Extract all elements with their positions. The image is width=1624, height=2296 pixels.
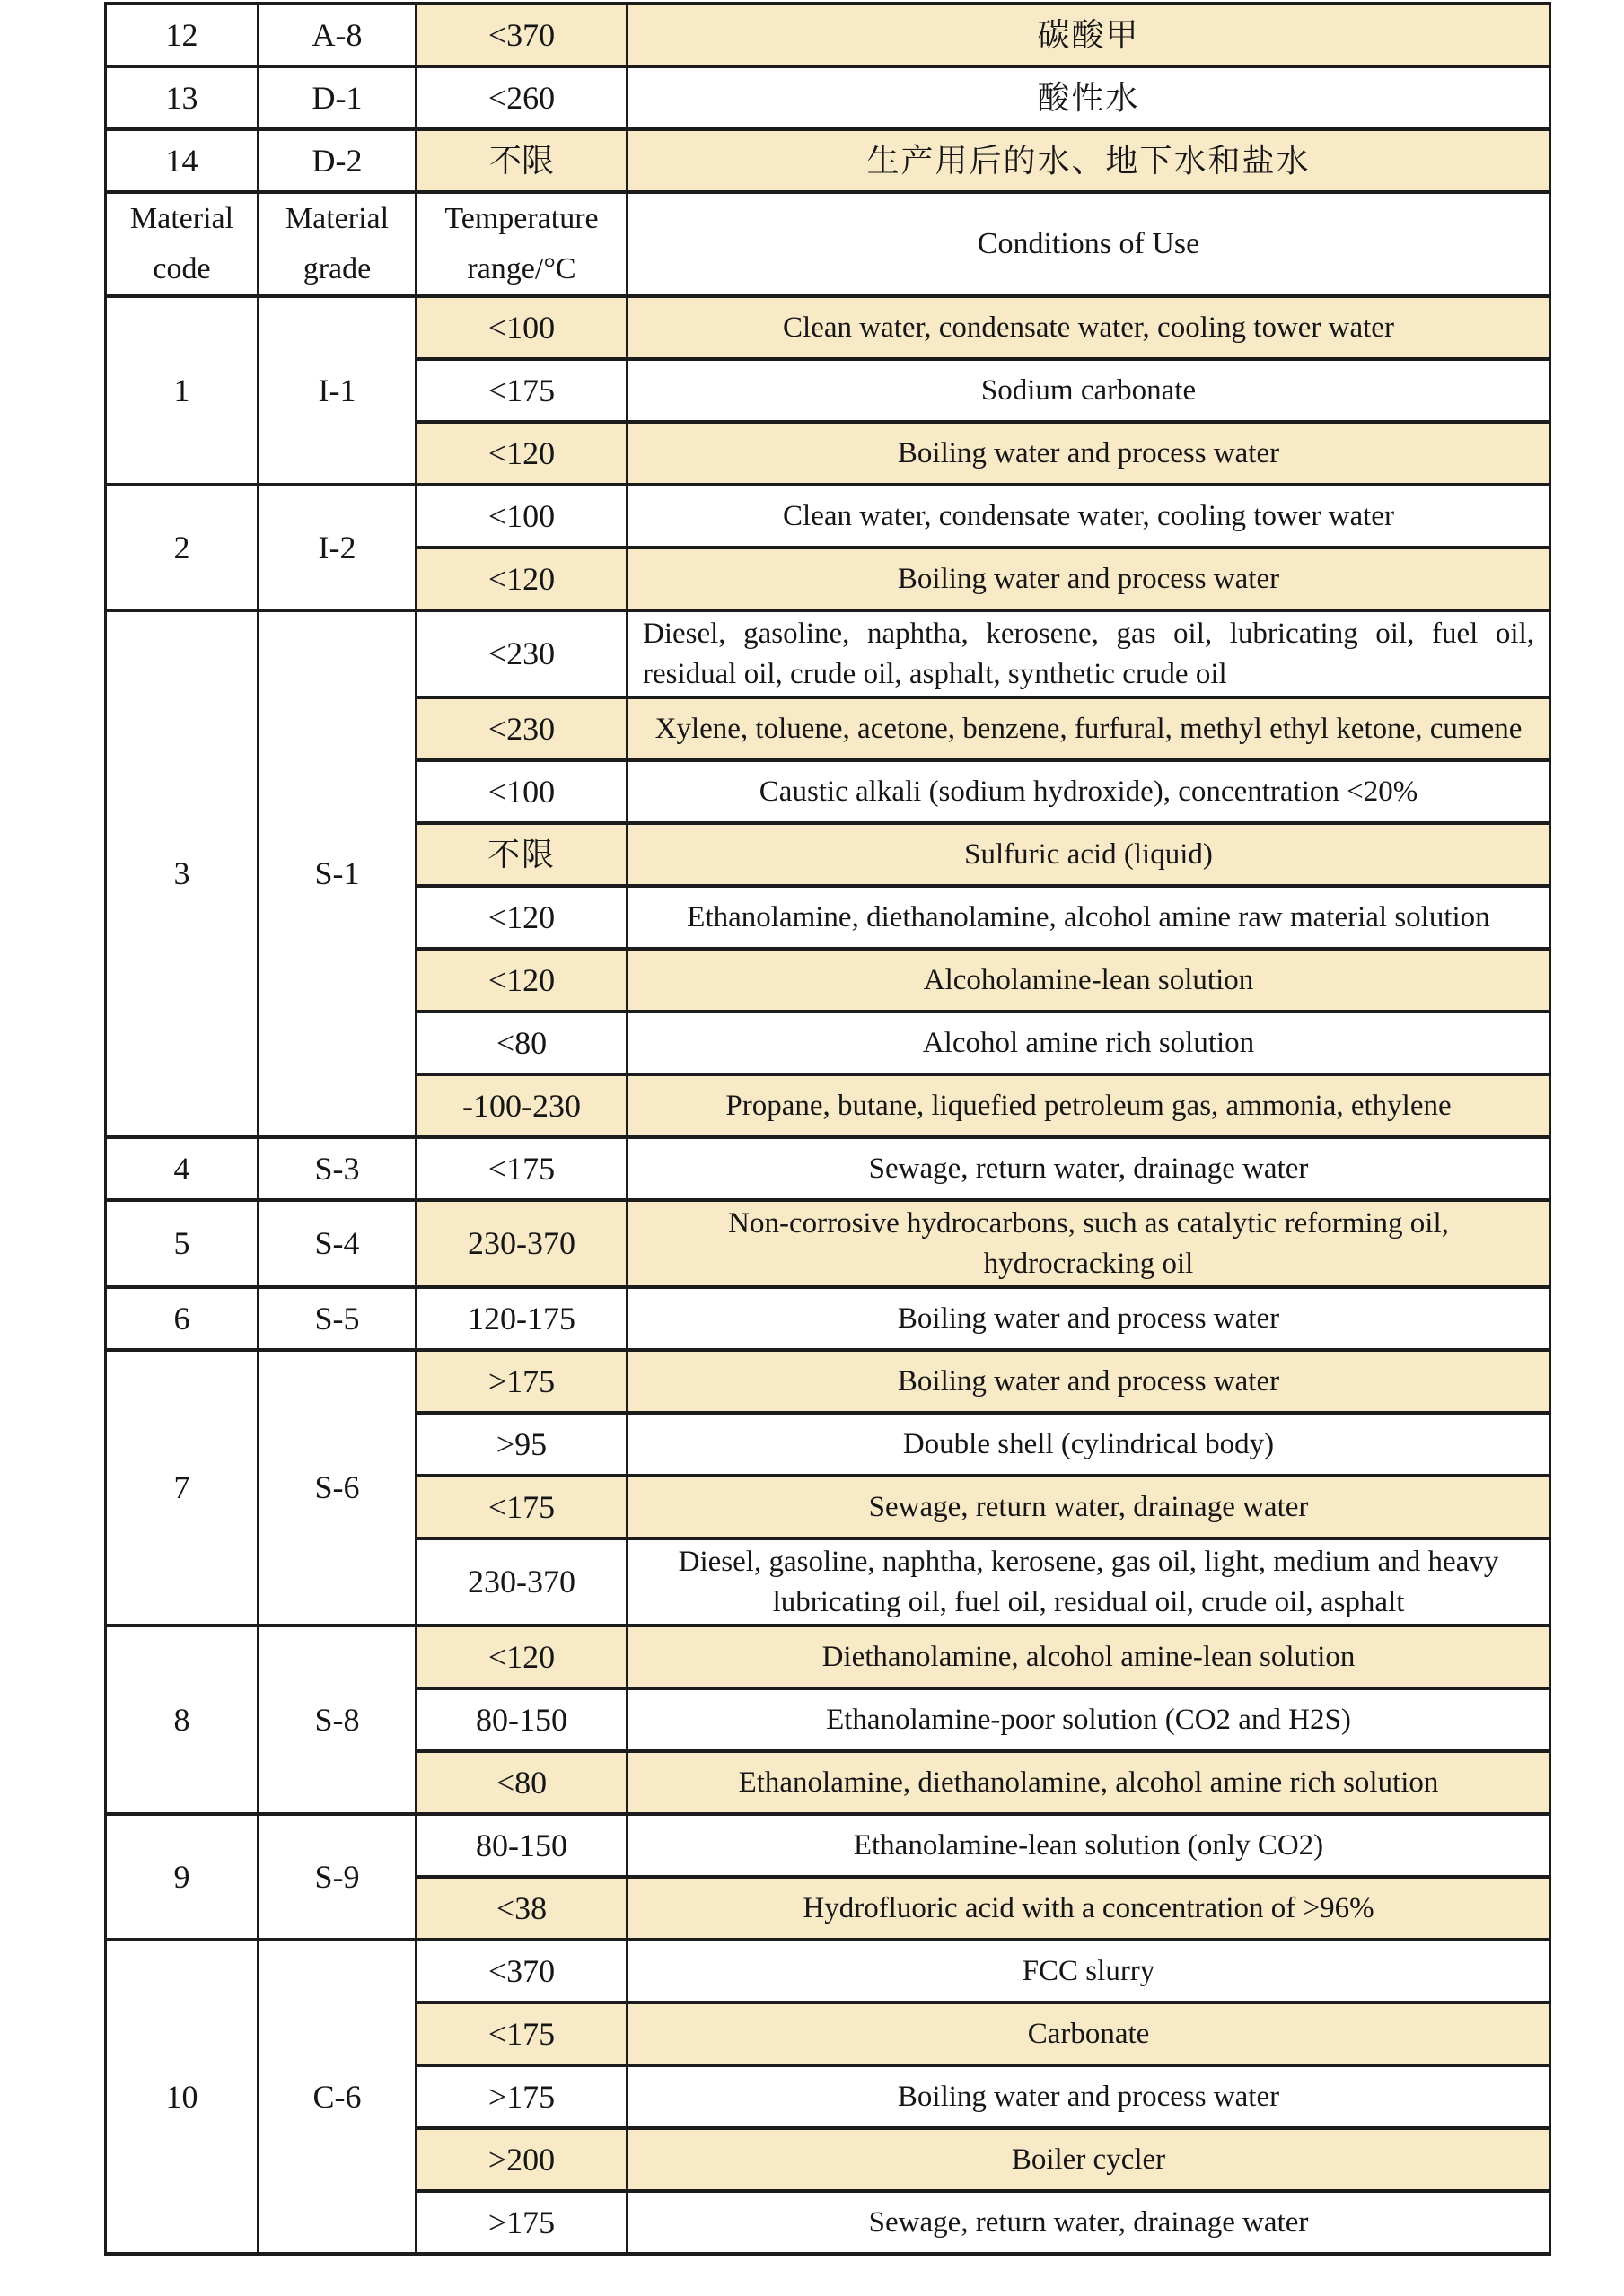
conditions-cell: 酸性水: [628, 66, 1550, 129]
material-grade-cell: C-6: [259, 1940, 417, 2254]
material-grade-cell: D-1: [259, 66, 417, 129]
temperature-cell: 120-175: [417, 1287, 628, 1350]
temperature-cell: <260: [417, 66, 628, 129]
table-row: [106, 129, 1550, 192]
temperature-cell: <80: [417, 1012, 628, 1074]
material-code-cell: 8: [106, 1626, 259, 1814]
material-code-cell: 13: [106, 66, 259, 129]
temperature-cell: <100: [417, 485, 628, 548]
temperature-cell: <230: [417, 697, 628, 760]
material-code-cell: 5: [106, 1200, 259, 1287]
conditions-cell: Diesel, gasoline, naphtha, kerosene, gas oil, light, medium and heavy lubricating oil, fuel oil, residual oil, crude oil, asphalt: [628, 1538, 1550, 1626]
material-grade-cell: S-1: [259, 610, 417, 1137]
conditions-cell: Boiling water and process water: [628, 2065, 1550, 2128]
temperature-cell: >175: [417, 1350, 628, 1413]
material-grade-cell: D-2: [259, 129, 417, 192]
conditions-cell: Boiling water and process water: [628, 548, 1550, 610]
material-grade-cell: S-3: [259, 1137, 417, 1200]
temperature-cell: <80: [417, 1751, 628, 1814]
conditions-cell: Diesel, gasoline, naphtha, kerosene, gas oil, lubricating oil, fuel oil, residual oil, crude oil, asphalt, synthetic crude oil: [628, 610, 1550, 697]
conditions-cell: Propane, butane, liquefied petroleum gas, ammonia, ethylene: [628, 1074, 1550, 1137]
material-code-cell: 14: [106, 129, 259, 192]
material-code-cell: 12: [106, 4, 259, 66]
table-row: [106, 1814, 1550, 1877]
temperature-cell: <175: [417, 1476, 628, 1538]
conditions-cell: Sodium carbonate: [628, 359, 1550, 422]
material-code-cell: 3: [106, 610, 259, 1137]
material-code-cell: 7: [106, 1350, 259, 1626]
conditions-cell: Boiling water and process water: [628, 422, 1550, 485]
conditions-cell: Carbonate: [628, 2002, 1550, 2065]
conditions-cell: Alcoholamine-lean solution: [628, 949, 1550, 1012]
temperature-cell: >95: [417, 1413, 628, 1476]
conditions-cell: Ethanolamine, diethanolamine, alcohol amine raw material solution: [628, 886, 1550, 949]
material-grade-cell: S-4: [259, 1200, 417, 1287]
conditions-cell: Caustic alkali (sodium hydroxide), concentration <20%: [628, 760, 1550, 823]
material-grade-cell: S-8: [259, 1626, 417, 1814]
temperature-cell: <175: [417, 2002, 628, 2065]
temperature-cell: <175: [417, 359, 628, 422]
material-code-cell: 6: [106, 1287, 259, 1350]
conditions-cell: Sewage, return water, drainage water: [628, 1137, 1550, 1200]
conditions-cell: FCC slurry: [628, 1940, 1550, 2002]
temperature-cell: 230-370: [417, 1200, 628, 1287]
material-code-cell: 2: [106, 485, 259, 610]
table-row: [106, 1350, 1550, 1413]
conditions-cell: Boiling water and process water: [628, 1350, 1550, 1413]
conditions-cell: Clean water, condensate water, cooling tower water: [628, 485, 1550, 548]
conditions-cell: 生产用后的水、地下水和盐水: [628, 129, 1550, 192]
temperature-cell: >200: [417, 2128, 628, 2191]
conditions-cell: 碳酸甲: [628, 4, 1550, 66]
conditions-cell: Ethanolamine-lean solution (only CO2): [628, 1814, 1550, 1877]
material-grade-cell: A-8: [259, 4, 417, 66]
conditions-cell: Clean water, condensate water, cooling tower water: [628, 296, 1550, 359]
header-material-code: Material code: [106, 192, 259, 296]
conditions-cell: Alcohol amine rich solution: [628, 1012, 1550, 1074]
table-row: [106, 1626, 1550, 1688]
temperature-cell: <370: [417, 4, 628, 66]
conditions-cell: Ethanolamine, diethanolamine, alcohol amine rich solution: [628, 1751, 1550, 1814]
temperature-cell: <100: [417, 760, 628, 823]
conditions-cell: Non-corrosive hydrocarbons, such as catalytic reforming oil, hydrocracking oil: [628, 1200, 1550, 1287]
table-header-row: [106, 192, 1550, 296]
temperature-cell: <175: [417, 1137, 628, 1200]
material-grade-cell: S-6: [259, 1350, 417, 1626]
table-row: [106, 4, 1550, 66]
temperature-cell: 不限: [417, 823, 628, 886]
header-material-grade: Material grade: [259, 192, 417, 296]
temperature-cell: <120: [417, 1626, 628, 1688]
conditions-cell: Hydrofluoric acid with a concentration of >96%: [628, 1877, 1550, 1940]
table-row: [106, 66, 1550, 129]
temperature-cell: <230: [417, 610, 628, 697]
material-code-cell: 1: [106, 296, 259, 485]
temperature-cell: >175: [417, 2065, 628, 2128]
material-code-cell: 4: [106, 1137, 259, 1200]
table-row: [106, 1287, 1550, 1350]
material-code-cell: 9: [106, 1814, 259, 1940]
table-row: [106, 1137, 1550, 1200]
temperature-cell: -100-230: [417, 1074, 628, 1137]
material-grade-cell: I-1: [259, 296, 417, 485]
temperature-cell: <100: [417, 296, 628, 359]
table-row: [106, 485, 1550, 548]
temperature-cell: <370: [417, 1940, 628, 2002]
conditions-cell: Sulfuric acid (liquid): [628, 823, 1550, 886]
conditions-cell: Sewage, return water, drainage water: [628, 1476, 1550, 1538]
conditions-cell: Xylene, toluene, acetone, benzene, furfural, methyl ethyl ketone, cumene: [628, 697, 1550, 760]
conditions-cell: Sewage, return water, drainage water: [628, 2191, 1550, 2254]
table-row: [106, 1200, 1550, 1287]
temperature-cell: 80-150: [417, 1688, 628, 1751]
table-row: [106, 610, 1550, 697]
conditions-cell: Double shell (cylindrical body): [628, 1413, 1550, 1476]
temperature-cell: <120: [417, 886, 628, 949]
header-temperature-range: Temperature range/°C: [417, 192, 628, 296]
temperature-cell: >175: [417, 2191, 628, 2254]
temperature-cell: <120: [417, 422, 628, 485]
material-code-cell: 10: [106, 1940, 259, 2254]
conditions-cell: Diethanolamine, alcohol amine-lean solution: [628, 1626, 1550, 1688]
conditions-of-use-table: [104, 2, 1551, 2256]
temperature-cell: 不限: [417, 129, 628, 192]
temperature-cell: <120: [417, 949, 628, 1012]
conditions-cell: Boiler cycler: [628, 2128, 1550, 2191]
temperature-cell: 230-370: [417, 1538, 628, 1626]
material-grade-cell: I-2: [259, 485, 417, 610]
temperature-cell: <38: [417, 1877, 628, 1940]
table-row: [106, 1940, 1550, 2002]
material-grade-cell: S-5: [259, 1287, 417, 1350]
header-conditions-of-use: Conditions of Use: [628, 192, 1550, 296]
conditions-cell: Boiling water and process water: [628, 1287, 1550, 1350]
temperature-cell: 80-150: [417, 1814, 628, 1877]
table-row: [106, 296, 1550, 359]
temperature-cell: <120: [417, 548, 628, 610]
conditions-cell: Ethanolamine-poor solution (CO2 and H2S): [628, 1688, 1550, 1751]
material-grade-cell: S-9: [259, 1814, 417, 1940]
